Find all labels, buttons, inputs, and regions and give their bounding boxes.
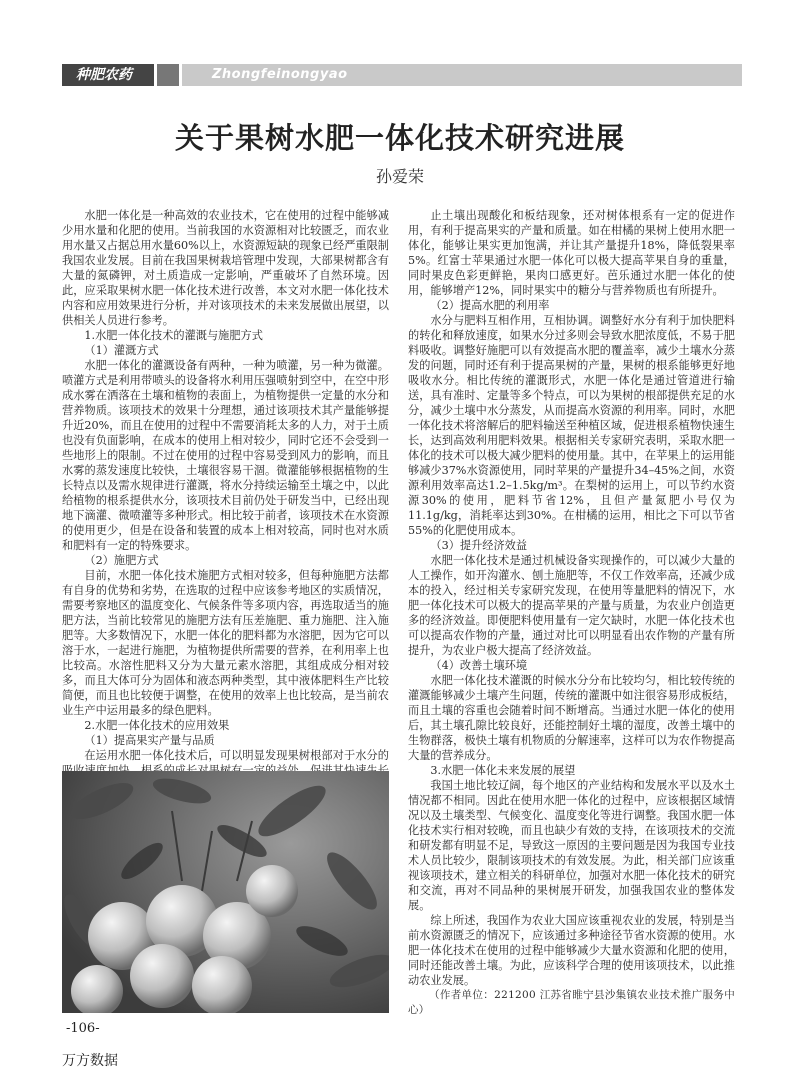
- subsection-heading: （2）提高水肥的利用率: [430, 299, 550, 312]
- paragraph: 水肥一体化是一种高效的农业技术，它在使用的过程中能够减少用水量和化肥的使用。当前我国的水资源相对比较匮乏，而农业用水量又占据总用水量60%以上，水资源短缺的现象已经严重限制我国农业发展。目前在我国果树栽培管理中发现，大部果树都含有大量的氮磷钾，对土质造成一定影响，严重破坏了自然环境。因此，应采取果树水肥一体化技术进行改善，本文对水肥一体化技术内容和应用效果进行分析，并对该项技术的未来发展做出展望，以供相关人员进行参考。: [62, 209, 389, 327]
- section-heading: 1.水肥一体化技术的灌溉与施肥方式: [84, 329, 263, 342]
- subsection-heading: （3）提升经济效益: [430, 539, 528, 552]
- apple-photo-illustration: [62, 771, 389, 1013]
- paragraph: 综上所述，我国作为农业大国应该重视农业的发展，特别是当前水资源匮乏的情况下，应该通过多种途径节省水资源的使用。水肥一体化技术在使用的过程中能够减少大量水资源和化肥的使用，同时还能改善土壤。为此，应该科学合理的使用该项技术，以此推动农业发展。: [408, 914, 735, 987]
- article-title: 关于果树水肥一体化技术研究进展: [174, 121, 625, 155]
- subsection-heading: （4）改善土壤环境: [430, 659, 528, 672]
- right-column: [408, 208, 735, 1018]
- left-column: [62, 208, 389, 808]
- wanfang-logo: 万方数据: [62, 1053, 118, 1069]
- paragraph: 水肥一体化技术是通过机械设备实现操作的，可以减少大量的人工操作，如开沟灌水、刨土施肥等，不仅工作效率高，还减少成本的投入，经过相关专家研究发现，在使用等量肥料的情况下，水肥一体化技术可以极大的提高苹果的产量与质量，为农业户创造更多的经济效益。即便肥料使用量有一定欠缺时，水肥一体化技术也可以提高农作物的产量，通过对比可以明显看出农作物的产量有所提升，为农业户极大提高了经济效益。: [408, 554, 735, 657]
- apple-photo: [62, 771, 389, 1013]
- paragraph: 目前，水肥一体化技术施肥方式相对较多，但每种施肥方法都有自身的优势和劣势，在选取的过程中应该参考地区的实质情况，需要考察地区的温度变化、气候条件等多项内容，再选取适当的施肥方法，当前比较常见的施肥方法有压差施肥、重力施肥、注入施肥等。大多数情况下，水肥一体化的肥料都为水溶肥，因为它可以溶于水，一起进行施肥，为植物提供所需要的营养，在利用率上也比较高。水溶性肥料又分为大量元素水溶肥，其组成成分相对较多，而且大体可分为固体和液态两种类型，其中液体肥料生产比较简便，而且也比较便于调整，在使用的效率上也比较高，是当前农业生产中运用最多的绿色肥料。: [62, 569, 389, 717]
- header-block: [157, 64, 179, 86]
- author-name: 孙爱荣: [375, 167, 424, 186]
- paragraph: 水肥一体化技术灌溉的时候水分分布比较均匀，相比较传统的灌溉能够减少土壤产生问题，传统的灌溉中如注很容易形成板结，而且土壤的容重也会随着时间不断增高。当通过水肥一体化的使用后，其土壤孔隙比较良好，还能控制好土壤的湿度，改善土壤中的生物群落，极快土壤有机物质的分解速率，这样可以为农作物提高大量的营养成分。: [408, 674, 735, 762]
- column-pinyin: Zhongfeinongyao: [182, 64, 742, 86]
- paragraph: 水分与肥料互相作用，互相协调。调整好水分有利于加快肥料的转化和释放速度，如果水分过多则会导致水肥浓度低，不易于肥料吸收。调整好施肥可以有效提高水肥的覆盖率，减少土壤水分蒸发的问题，同时还有利于提高果树的产量，果树的根系能够更好地吸收水分。相比传统的灌溉形式，水肥一体化是通过管道进行输送，具有准时、定量等多个特点，可以为果树的根部提供充足的水分，减少土壤中水分蒸发，从而提高水资源的利用率。同时，水肥一体化技术将溶解后的肥料输送至种植区域，促进根系植物快速生长，达到高效利用肥料效果。根据相关专家研究表明，采取水肥一体化的技术可以极大减少肥料的使用量。其中，在苹果上的运用能够减少37%水资源使用，同时苹果的产量提升34–45%之间，水资源利用效率高达1.2–1.5kg/m³。在梨树的运用上，可以节约水资源30%的使用，肥料节省12%，且但产量氮肥小号仅为11.1g/kg，消耗率达到30%。在柑橘的运用，相比之下可以节省55%的化肥使用成本。: [408, 314, 735, 537]
- section-heading: 3.水肥一体化未来发展的展望: [430, 764, 576, 777]
- subsection-heading: （1）提高果实产量与品质: [84, 734, 215, 747]
- paragraph: 水肥一体化的灌溉设备有两种，一种为喷灌，另一种为微灌。喷灌方式是利用带喷头的设备将水利用压强喷射到空中，在空中形成水雾在洒落在土壤和植物的表面上，为植物提供一定量的水分和营养物质。该项技术的效果十分理想，通过该项技术其产量能够提升近20%，而且在使用的过程中不需要消耗太多的人力，对于土质也没有负面影响，在成本的使用上相对较少，同时它还不会受到一些地形上的限制。不过在使用的过程中容易受到风力的影响，而且水雾的蒸发速度比较快，土壤很容易干涸。微灌能够根据植物的生长特点以及需水规律进行灌溉，将水分持续运输至土壤之中，以此给植物的根系提供水分，该项技术目前仍处于研发当中，已经出现地下滴灌、微喷灌等多种形式。相比较于前者，该项技术在水资源的使用更少，但是在设备和装置的成本上相对较高，同时也对水质和肥料有一定的特殊要求。: [62, 359, 389, 552]
- section-heading: 2.水肥一体化技术的应用效果: [84, 719, 230, 732]
- paragraph: 在运用水肥一体化技术后，可以明显发现果树根部对于水分的: [84, 749, 389, 762]
- subsection-heading: （2）施肥方式: [84, 554, 159, 567]
- journal-header: [62, 64, 742, 86]
- subsection-heading: （1）灌溉方式: [84, 344, 159, 357]
- column-label: 种肥农药: [62, 64, 154, 86]
- page-number: -106-: [66, 1021, 100, 1036]
- paragraph: 止土壤出现酸化和板结现象，还对树体根系有一定的促进作用，有利于提高果实的产量和质量。如在柑橘的果树上使用水肥一体化，能够让果实更加饱满，并让其产量提升18%，降低裂果率5%。红富士苹果通过水肥一体化可以极大提高苹果自身的重量，同时果皮色彩更鲜艳，果肉口感更好。芭乐通过水肥一体化的使用，能够增产12%，同时果实中的糖分与营养物质也有所提升。: [408, 209, 735, 297]
- paragraph: 我国土地比较辽阔，每个地区的产业结构和发展水平以及水土情况都不相同。因此在使用水肥一体化的过程中，应该根据区域情况以及土壤类型、气候变化、温度变化等进行调整。我国水肥一体化技术实行相对较晚，而且也缺少有效的支持，在该项技术的交流和研发都有明显不足，导致这一原因的主要问题是因为我国专业技术人员比较少，限制该项技术的有效发展。为此，相关部门应该重视该项技术，建立相关的科研单位，加强对水肥一体化技术的研究和交流，再对不同品种的果树展开研发，加强我国农业的整体发展。: [408, 779, 735, 912]
- author-affiliation: （作者单位：221200 江苏省睢宁县沙集镇农业技术推广服务中心）: [408, 989, 735, 1016]
